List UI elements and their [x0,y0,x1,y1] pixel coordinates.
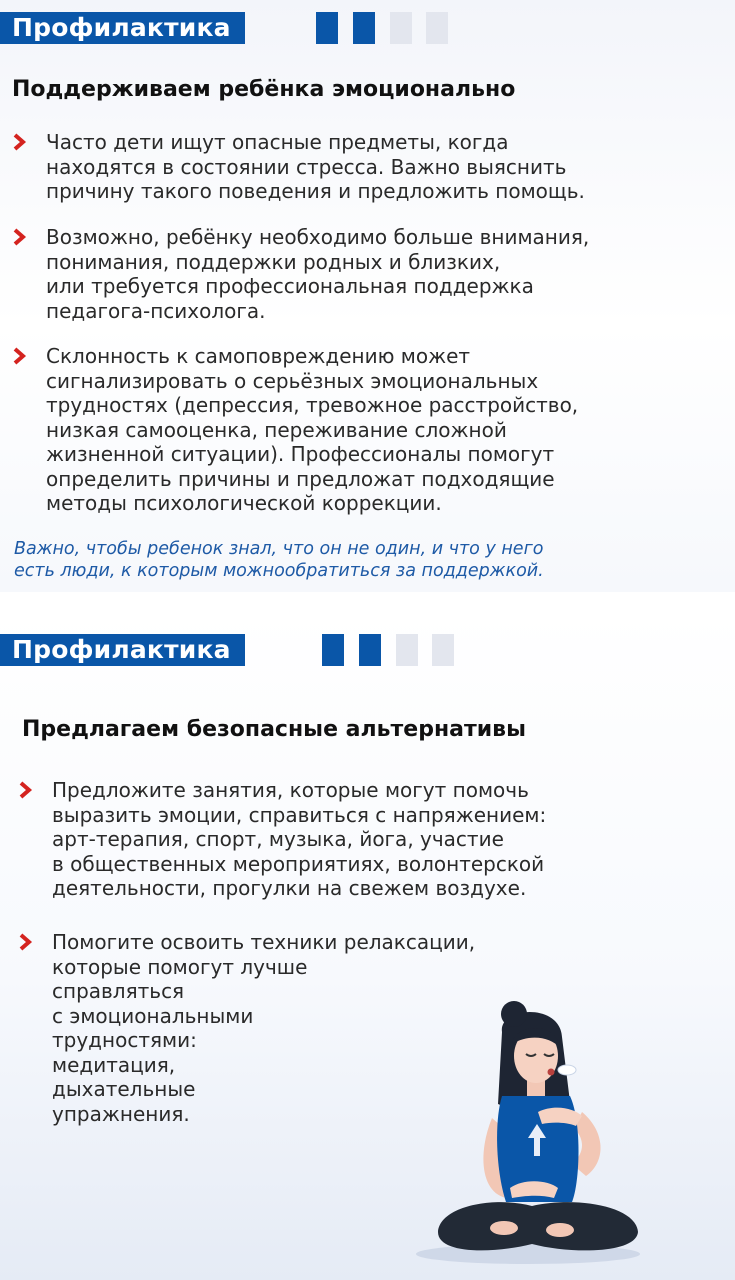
chevron-right-icon [10,228,28,246]
list-item-text: Часто дети ищут опасные предметы, когда находятся в состоянии стресса. Важно выяснить причину такого поведения и предложить помощь. [46,130,585,203]
section-tag: Профилактика [0,12,245,44]
section-heading: Предлагаем безопасные альтернативы [22,717,526,742]
list-item [46,344,726,516]
chevron-right-icon [16,781,34,799]
support-note: Важно, чтобы ребенок знал, что он не один, и что у него есть люди, к которым можнообратиться за поддержкой. [14,539,544,581]
list-item [46,130,726,204]
list-item-text: Возможно, ребёнку необходимо больше внимания, понимания, поддержки родных и близких, или требуется профессиональная поддержка педагога-психолога. [46,225,590,323]
section-heading: Поддерживаем ребёнка эмоционально [12,77,516,102]
list-item-text: Предложите занятия, которые могут помочь выразить эмоции, справиться с напряжением: арт-терапия, спорт, музыка, йога, участие в общественных мероприятиях, волонтерской деятельности, прогулки на свежем воздухе. [52,778,547,900]
list-item [46,225,726,323]
tag-decor-blocks [322,634,462,666]
list-item-text: Склонность к самоповреждению может сигнализировать о серьёзных эмоциональных трудностях (депрессия, тревожное расстройство, низкая самооценка, переживание сложной жизненной ситуации). Профессионалы помогут определить причины и предложат подходящие методы психологической коррекции. [46,344,579,515]
card-emotional-support [0,0,735,592]
chevron-right-icon [10,347,28,365]
list-item-text: Помогите освоить техники релаксации, которые помогут лучше справляться с эмоциональными трудностями: медитация, дыхательные упражнения. [52,930,476,1126]
breathing-woman-illustration [410,992,660,1280]
section-tag: Профилактика [0,634,245,666]
chevron-right-icon [16,933,34,951]
chevron-right-icon [10,133,28,151]
list-item [52,778,722,901]
tag-decor-blocks [316,12,456,44]
card-safe-alternatives [0,612,735,1280]
